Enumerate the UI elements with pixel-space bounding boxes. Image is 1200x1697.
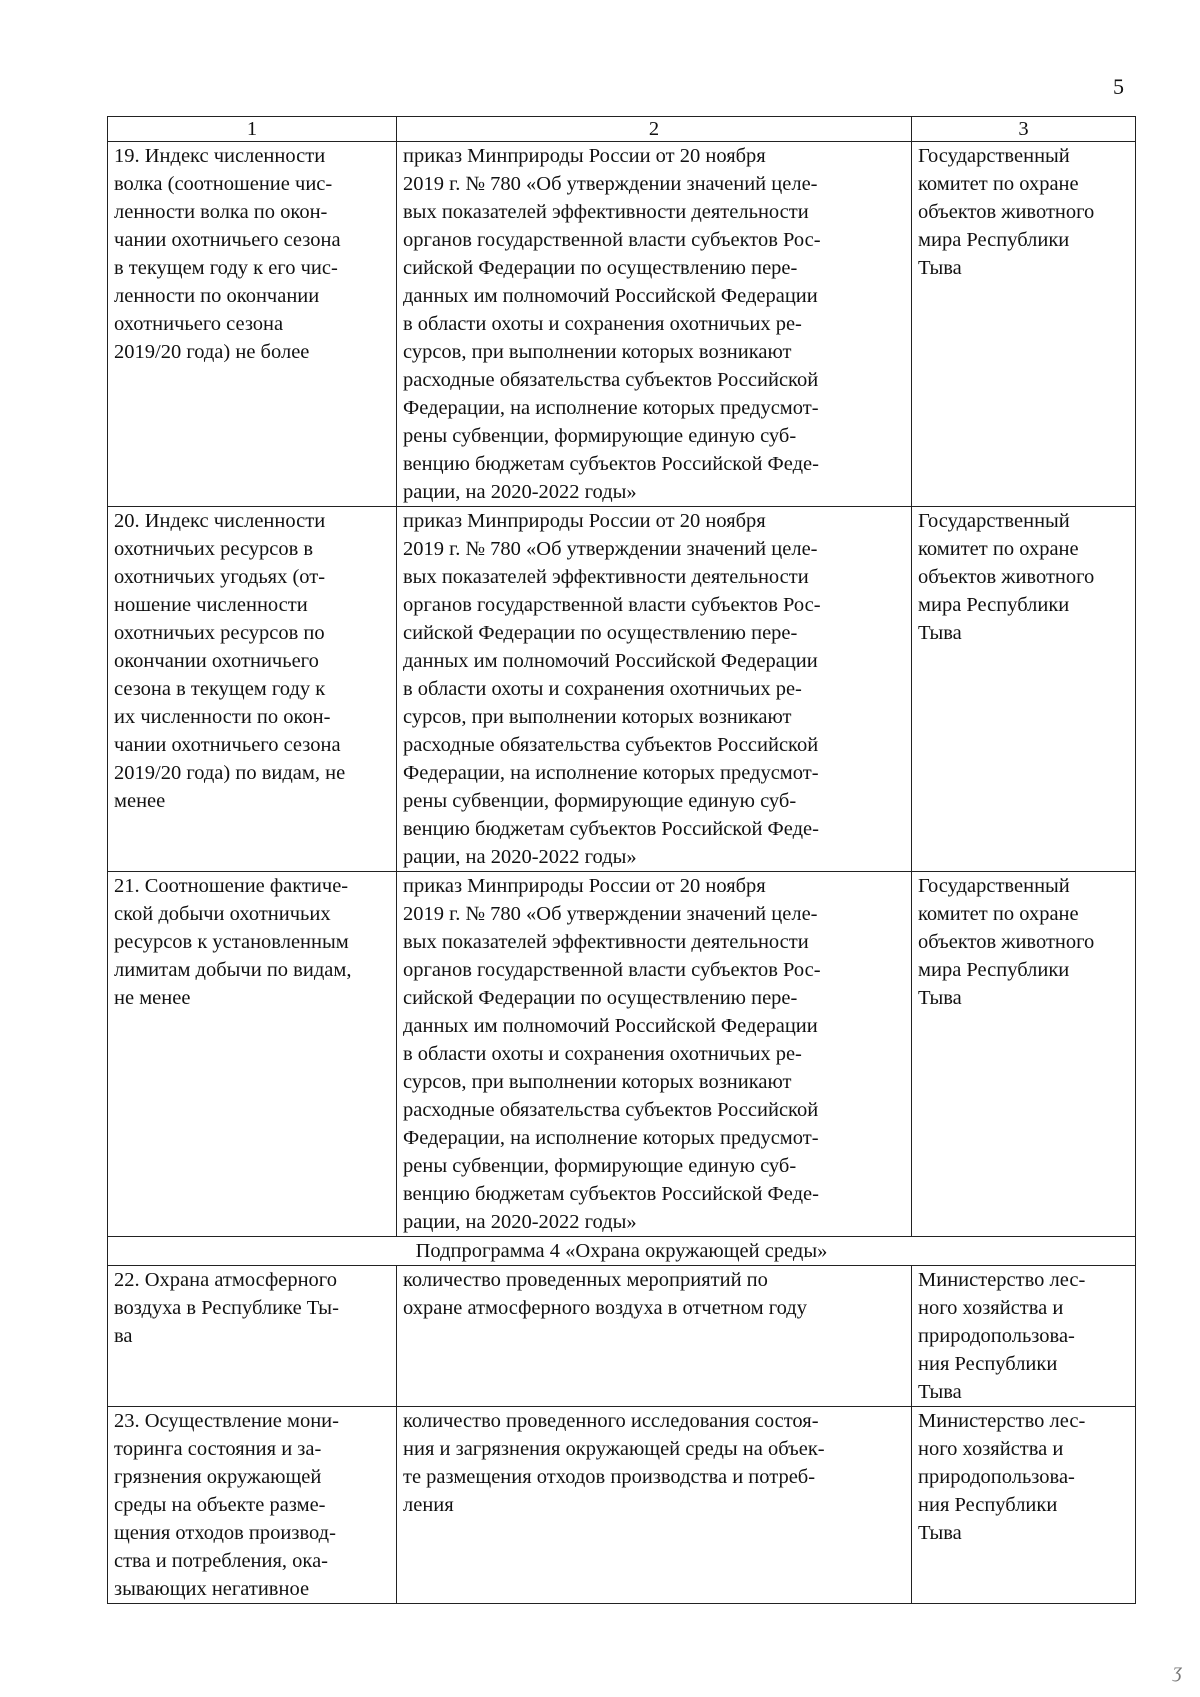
indicator-name-cell <box>108 1266 397 1407</box>
responsible-cell <box>912 1266 1136 1407</box>
indicator-basis-cell <box>397 142 912 507</box>
responsible-body: Министерство лес- ного хозяйства и природопользова- ния Республики Тыва <box>918 1410 1086 1544</box>
responsible-body: Государственный комитет по охране объектов животного мира Республики Тыва <box>918 510 1095 644</box>
responsible-cell <box>912 1407 1136 1604</box>
indicator-name-cell <box>108 142 397 507</box>
indicator-name: 19. Индекс численности волка (соотношение чис- ленности волка по окон- чании охотничьего сезона в текущем году к его чис- ленности по окончании охотничьего сезона 2019/20 года) не более <box>114 145 341 363</box>
indicator-basis-cell <box>397 1266 912 1407</box>
indicator-name: 21. Соотношение фактиче- ской добычи охотничьих ресурсов к установленным лимитам добычи по видам, не менее <box>114 875 352 1009</box>
subprogram-row <box>108 1237 1136 1266</box>
responsible-cell <box>912 142 1136 507</box>
indicators-table <box>107 116 1136 1604</box>
table-row <box>108 1407 1136 1604</box>
responsible-body: Государственный комитет по охране объектов животного мира Республики Тыва <box>918 875 1095 1009</box>
indicator-basis: количество проведенного исследования состоя- ния и загрязнения окружающей среды на объек- те размещения отходов производства и потреб- ления <box>403 1410 825 1516</box>
indicator-basis-cell <box>397 872 912 1237</box>
responsible-cell <box>912 872 1136 1237</box>
scan-artifact-mark: ʒ <box>1173 1660 1182 1682</box>
indicator-name-cell <box>108 1407 397 1604</box>
indicator-name: 23. Осуществление мони- торинга состояния и за- грязнения окружающей среды на объекте разме- щения отходов производ- ства и потребления, ока- зывающих негативное <box>114 1410 339 1600</box>
table-row <box>108 872 1136 1237</box>
indicator-name: 22. Охрана атмосферного воздуха в Республике Ты- ва <box>114 1269 339 1347</box>
indicator-basis: количество проведенных мероприятий по охране атмосферного воздуха в отчетном году <box>403 1269 807 1319</box>
indicator-basis: приказ Минприроды России от 20 ноября 2019 г. № 780 «Об утверждении значений целе- вых показателей эффективности деятельности органов государственной власти субъектов Рос- сийской Федерации по осуществлению пере- данных им полномочий Российской Федерации в области охоты и сохранения охотничьих ре- сурсов, при выполнении которых возникают расходные обязательства субъектов Российской Федерации, на исполнение которых предусмот- рены субвенции, формирующие единую суб- венцию бюджетам субъектов Российской Феде- рации, на 2020-2022 годы» <box>403 145 821 503</box>
indicator-basis-cell <box>397 507 912 872</box>
table-header-row <box>108 117 1136 142</box>
header-cell-3: 3 <box>912 117 1136 142</box>
responsible-body: Государственный комитет по охране объектов животного мира Республики Тыва <box>918 145 1095 279</box>
responsible-body: Министерство лес- ного хозяйства и природопользова- ния Республики Тыва <box>918 1269 1086 1403</box>
page-number: 5 <box>1113 74 1124 99</box>
table-row <box>108 142 1136 507</box>
indicator-name-cell <box>108 507 397 872</box>
header-cell-1: 1 <box>108 117 397 142</box>
header-cell-2: 2 <box>397 117 912 142</box>
table-row <box>108 1266 1136 1407</box>
indicator-basis-cell <box>397 1407 912 1604</box>
indicator-basis: приказ Минприроды России от 20 ноября 2019 г. № 780 «Об утверждении значений целе- вых показателей эффективности деятельности органов государственной власти субъектов Рос- сийской Федерации по осуществлению пере- данных им полномочий Российской Федерации в области охоты и сохранения охотничьих ре- сурсов, при выполнении которых возникают расходные обязательства субъектов Российской Федерации, на исполнение которых предусмот- рены субвенции, формирующие единую суб- венцию бюджетам субъектов Российской Феде- рации, на 2020-2022 годы» <box>403 875 821 1233</box>
indicator-name: 20. Индекс численности охотничьих ресурсов в охотничьих угодьях (от- ношение численности охотничьих ресурсов по окончании охотничьего сезона в текущем году к их численности по окон- чании охотничьего сезона 2019/20 года) по видам, не менее <box>114 510 346 812</box>
indicator-basis: приказ Минприроды России от 20 ноября 2019 г. № 780 «Об утверждении значений целе- вых показателей эффективности деятельности органов государственной власти субъектов Рос- сийской Федерации по осуществлению пере- данных им полномочий Российской Федерации в области охоты и сохранения охотничьих ре- сурсов, при выполнении которых возникают расходные обязательства субъектов Российской Федерации, на исполнение которых предусмот- рены субвенции, формирующие единую суб- венцию бюджетам субъектов Российской Феде- рации, на 2020-2022 годы» <box>403 510 821 868</box>
indicator-name-cell <box>108 872 397 1237</box>
responsible-cell <box>912 507 1136 872</box>
subprogram-title: Подпрограмма 4 «Охрана окружающей среды» <box>108 1237 1136 1266</box>
table-row <box>108 507 1136 872</box>
